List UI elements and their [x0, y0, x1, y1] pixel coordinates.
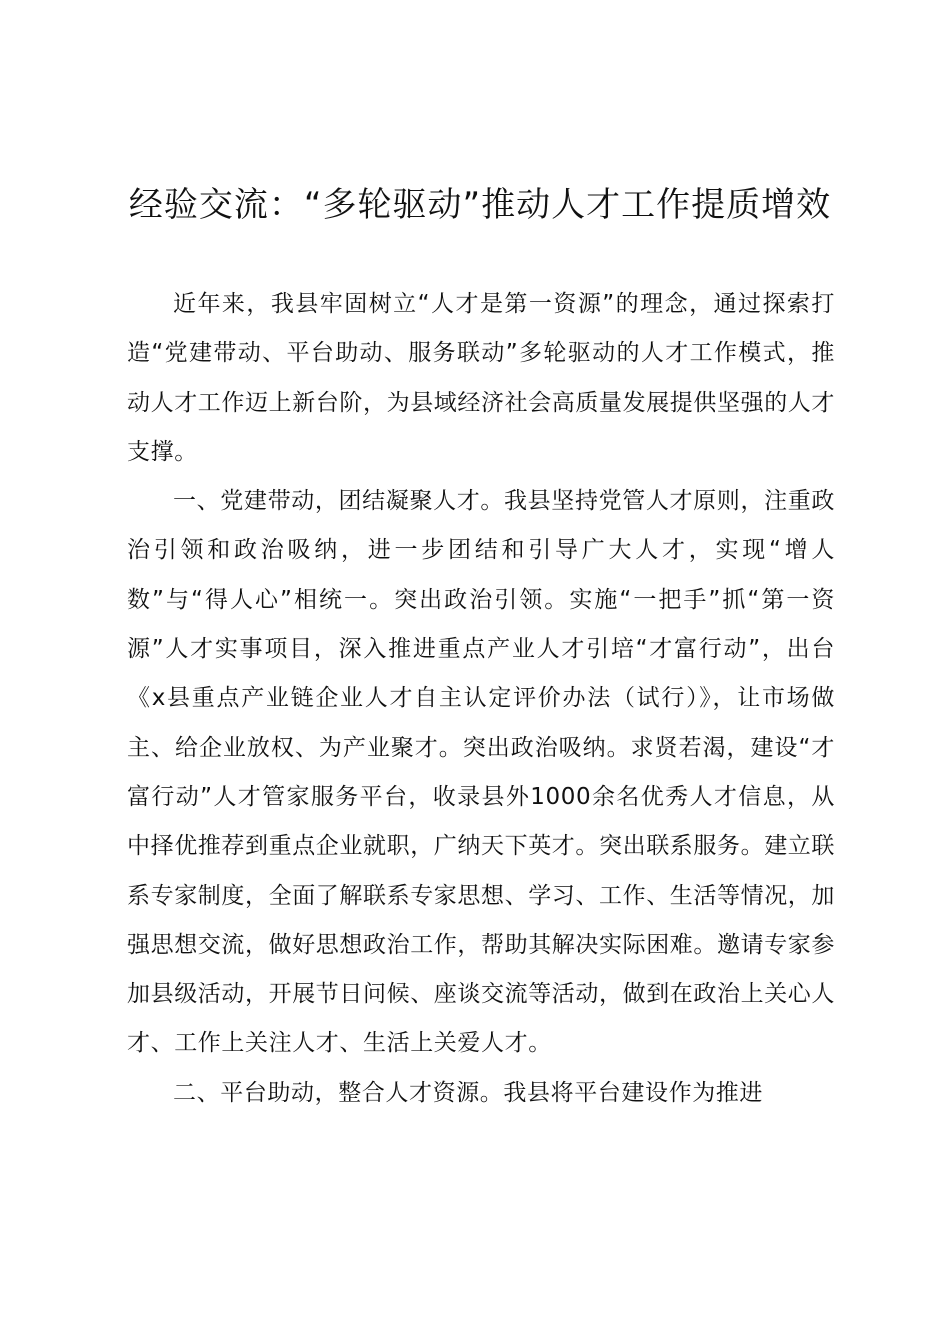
- document-title: 经验交流：“多轮驱动”推动人才工作提质增效: [128, 185, 832, 225]
- document-body: [127, 280, 835, 1118]
- paragraph-party-building: 一、党建带动，团结凝聚人才。我县坚持党管人才原则，注重政治引领和政治吸纳，进一步团结和引导广大人才，实现“增人数”与“得人心”相统一。突出政治引领。实施“一把手”抓“第一资源”人才实事项目，深入推进重点产业人才引培“才富行动”，出台《x县重点产业链企业人才自主认定评价办法（试行）》，让市场做主、给企业放权、为产业聚才。突出政治吸纳。求贤若渴，建设“才富行动”人才管家服务平台，收录县外1000余名优秀人才信息，从中择优推荐到重点企业就职，广纳天下英才。突出联系服务。建立联系专家制度，全面了解联系专家思想、学习、工作、生活等情况，加强思想交流，做好思想政治工作，帮助其解决实际困难。邀请专家参加县级活动，开展节日问候、座谈交流等活动，做到在政治上关心人才、工作上关注人才、生活上关爱人才。: [127, 488, 835, 1057]
- paragraph-platform: 二、平台助动，整合人才资源。我县将平台建设作为推进: [173, 1079, 763, 1106]
- paragraph-intro: 近年来，我县牢固树立“人才是第一资源”的理念，通过探索打造“党建带动、平台助动、服务联动”多轮驱动的人才工作模式，推动人才工作迈上新台阶，为县域经济社会高质量发展提供坚强的人才支撑。: [127, 291, 835, 465]
